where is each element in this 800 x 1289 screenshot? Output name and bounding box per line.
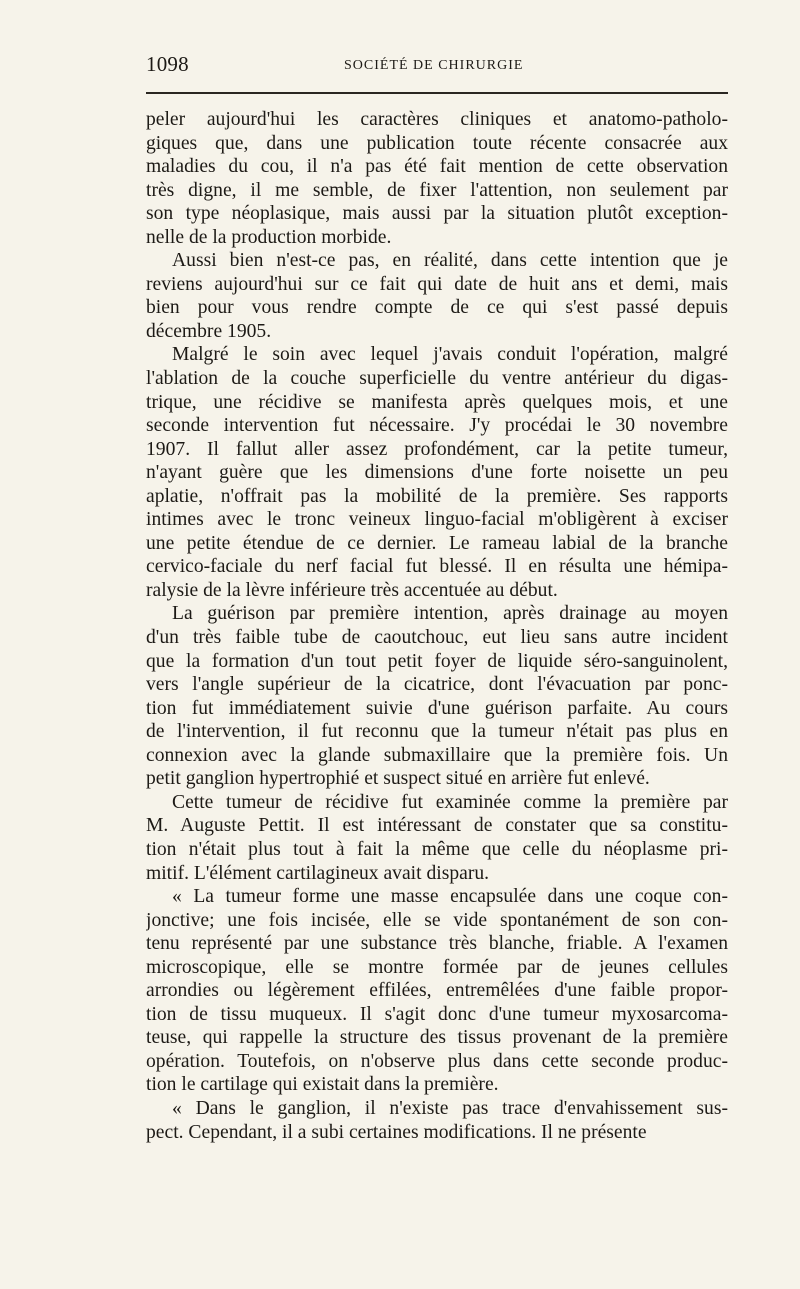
- paragraph-line: Cette tumeur de récidive fut examinée comme la première par: [172, 791, 728, 813]
- paragraph-line: Aussi bien n'est-ce pas, en réalité, dans cette intention que je: [172, 250, 728, 272]
- paragraph-line: peler aujourd'hui les caractères cliniques et anatomo-patholo-: [146, 109, 728, 130]
- paragraph-line: petit ganglion hypertrophié et suspect situé en arrière fut enlevé.: [146, 768, 650, 790]
- paragraph-line: microscopique, elle se montre formée par de jeunes cellules: [146, 956, 728, 978]
- paragraph-line: mitif. L'élément cartilagineux avait disparu.: [146, 862, 490, 884]
- paragraph-line: arrondies ou légèrement effilées, entremêlées d'une faible propor-: [146, 980, 728, 1002]
- paragraph-line: aplatie, n'offrait pas la mobilité de la première. Ses rapports: [146, 485, 728, 507]
- paragraph-line: tion fut immédiatement suivie d'une guérison parfaite. Au cours: [146, 697, 728, 719]
- paragraph-line: reviens aujourd'hui sur ce fait qui date de huit ans et demi, mais: [146, 273, 728, 295]
- header-rule: [146, 92, 728, 94]
- paragraph-line: une petite étendue de ce dernier. Le rameau labial de la branche: [146, 532, 728, 554]
- paragraph-line: bien pour vous rendre compte de ce qui s'est passé depuis: [146, 297, 728, 319]
- paragraph-line: teuse, qui rappelle la structure des tissus provenant de la première: [146, 1027, 728, 1049]
- page-number: 1098: [146, 52, 189, 76]
- paragraph-line: cervico-faciale du nerf facial fut blessé. Il en résulta une hémipa-: [146, 556, 728, 578]
- paragraph-line: nelle de la production morbide.: [146, 226, 392, 248]
- paragraph-line: La guérison par première intention, après drainage au moyen: [172, 603, 728, 625]
- paragraph-line: tion de tissu muqueux. Il s'agit donc d'une tumeur myxosarcoma-: [146, 1003, 728, 1025]
- running-title: SOCIÉTÉ DE CHIRURGIE: [344, 58, 524, 73]
- paragraph-line: « La tumeur forme une masse encapsulée dans une coque con-: [172, 886, 728, 908]
- paragraph-line: que la formation d'un tout petit foyer de liquide séro-sanguinolent,: [146, 650, 728, 672]
- paragraph-line: Malgré le soin avec lequel j'avais conduit l'opération, malgré: [172, 344, 728, 366]
- paragraph-line: « Dans le ganglion, il n'existe pas trace d'envahissement sus-: [172, 1097, 728, 1119]
- paragraph-line: tion le cartilage qui existait dans la première.: [146, 1074, 499, 1096]
- paragraph-line: intimes avec le tronc veineux linguo-facial m'obligèrent à exciser: [146, 509, 728, 531]
- paragraph-line: connexion avec la glande submaxillaire que la première fois. Un: [146, 744, 728, 766]
- paragraph-line: M. Auguste Pettit. Il est intéressant de constater que sa constitu-: [146, 815, 728, 837]
- paragraph-line: l'ablation de la couche superficielle du ventre antérieur du digas-: [146, 368, 728, 390]
- paragraph-line: seconde intervention fut nécessaire. J'y procédai le 30 novembre: [146, 415, 728, 437]
- paragraph-line: jonctive; une fois incisée, elle se vide spontanément de son con-: [146, 909, 728, 931]
- paragraph-line: ralysie de la lèvre inférieure très accentuée au début.: [146, 579, 558, 601]
- body-text: [146, 108, 728, 1144]
- paragraph-line: de l'intervention, il fut reconnu que la tumeur n'était pas plus en: [146, 721, 728, 743]
- paragraph-line: opération. Toutefois, on n'observe plus dans cette seconde produc-: [146, 1050, 728, 1072]
- paragraph-line: décembre 1905.: [146, 320, 272, 342]
- paragraph-line: n'ayant guère que les dimensions d'une forte noisette un peu: [146, 462, 728, 484]
- page-header: [146, 52, 728, 82]
- paragraph-line: pect. Cependant, il a subi certaines modifications. Il ne présente: [146, 1121, 647, 1143]
- paragraph-line: giques que, dans une publication toute récente consacrée aux: [146, 132, 728, 154]
- paragraph-line: maladies du cou, il n'a pas été fait mention de cette observation: [146, 156, 728, 178]
- paragraph-line: son type néoplasique, mais aussi par la situation plutôt exception-: [146, 203, 728, 225]
- paragraph-line: très digne, il me semble, de fixer l'attention, non seulement par: [146, 179, 728, 201]
- paragraph-line: tenu représenté par une substance très blanche, friable. A l'examen: [146, 933, 728, 955]
- paragraph-line: 1907. Il fallut aller assez profondément, car la petite tumeur,: [146, 438, 728, 460]
- paragraph-line: vers l'angle supérieur de la cicatrice, dont l'évacuation par ponc-: [146, 674, 728, 696]
- paragraph-line: trique, une récidive se manifesta après quelques mois, et une: [146, 391, 728, 413]
- paragraph-line: tion n'était plus tout à fait la même que celle du néoplasme pri-: [146, 838, 728, 860]
- paragraph-line: d'un très faible tube de caoutchouc, eut lieu sans autre incident: [146, 627, 728, 649]
